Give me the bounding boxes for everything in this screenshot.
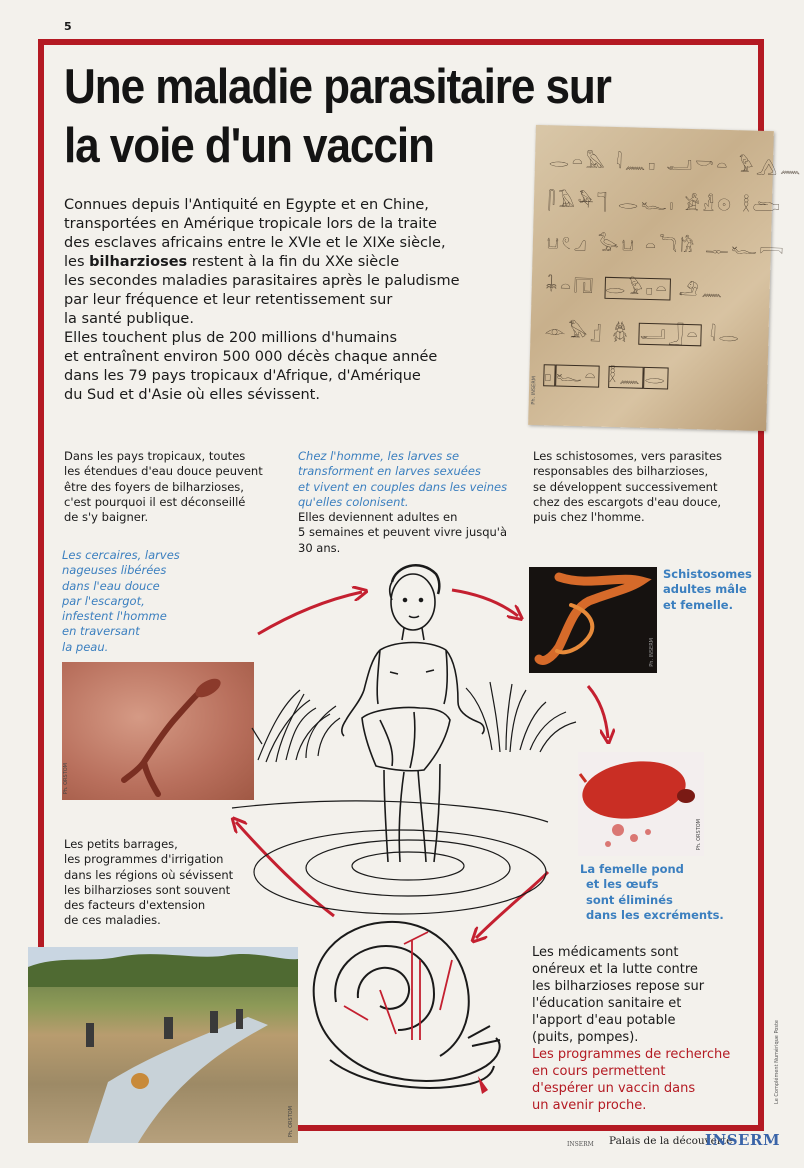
caption-line: transforment en larves sexuées bbox=[298, 464, 481, 479]
intro-line: les secondes maladies parasitaires après le paludisme bbox=[64, 273, 460, 289]
hieroglyph-row: 𓇓𓏏𓉔 𓂋𓅱𓊪𓏏 𓄂𓈖 bbox=[545, 276, 726, 301]
bilharzioses-term: bilharzioses bbox=[89, 254, 188, 270]
caption-line: en cours permettent bbox=[532, 1064, 666, 1079]
intro-line: dans les 79 pays tropicaux d'Afrique, d'Amérique bbox=[64, 368, 421, 384]
caption-line: adultes mâle bbox=[663, 582, 747, 597]
caption-line: Les médicaments sont bbox=[532, 945, 679, 960]
caption-line: Les schistosomes, vers parasites bbox=[533, 449, 723, 463]
caption-line: responsables des bilharzioses, bbox=[533, 464, 709, 479]
photo-credit: Ph. ORSTOM bbox=[288, 1105, 294, 1137]
intro-fragment: restent à la fin du XXe siècle bbox=[187, 254, 400, 270]
caption-line: et femelle. bbox=[663, 597, 733, 612]
intro-line: Elles touchent plus de 200 millions d'humains bbox=[64, 330, 398, 346]
grass-left bbox=[252, 690, 340, 762]
caption-line: Les petits barrages, bbox=[64, 837, 178, 851]
caption-line: qu'elles colonisent. bbox=[298, 494, 409, 509]
caption-line: l'apport d'eau potable bbox=[532, 1013, 676, 1028]
cycle-arrow bbox=[476, 872, 548, 938]
caption-line: dans les régions où sévissent bbox=[64, 867, 234, 882]
footer-inserm-logo: INSERM bbox=[705, 1131, 781, 1149]
caption-line: d'espérer un vaccin dans bbox=[532, 1081, 696, 1096]
cycle-arrow bbox=[236, 822, 334, 916]
caption-line: se développent successivement bbox=[533, 479, 718, 494]
intro-line: par leur fréquence et leur retentissement sur bbox=[64, 292, 393, 308]
caption-line: dans les excréments. bbox=[586, 907, 724, 922]
intro-line: des esclaves africains entre le XVIe et le XIXe siècle, bbox=[64, 235, 446, 251]
caption-line: onéreux et la lutte contre bbox=[532, 962, 698, 977]
footer-code: INSERM bbox=[567, 1141, 594, 1148]
caption-line: La femelle pond bbox=[580, 862, 684, 876]
caption-line: de ces maladies. bbox=[64, 913, 161, 928]
caption-line: et vivent en couples dans les veines bbox=[298, 479, 508, 494]
photo-credit: Ph. INSERM bbox=[530, 376, 538, 406]
caption-line: infestent l'homme bbox=[62, 609, 167, 624]
hieroglyph-row: 𓁹𓅃𓊨 𓆣 𓂝𓃀𓏏 𓇋𓂋 bbox=[544, 321, 743, 347]
intro-fragment: les bbox=[64, 254, 90, 270]
boy-drawing bbox=[342, 565, 484, 862]
caption-line: chez des escargots d'eau douce, bbox=[533, 494, 722, 509]
caption-line: Schistosomes bbox=[663, 567, 752, 581]
caption-line: Elles deviennent adultes en bbox=[298, 510, 458, 525]
caption-line: Dans les pays tropicaux, toutes bbox=[64, 449, 246, 463]
caption-line: Chez l'homme, les larves se bbox=[298, 449, 460, 463]
caption-line: Les programmes de recherche bbox=[532, 1047, 731, 1062]
photo-credit: Ph. ORSTOM bbox=[696, 818, 702, 850]
footer-palais: Palais de la découverte bbox=[609, 1135, 733, 1147]
page-number: 5 bbox=[64, 20, 72, 33]
cycle-arrow bbox=[588, 686, 608, 738]
caption-line: nageuses libérées bbox=[62, 563, 167, 578]
caption-line: par l'escargot, bbox=[62, 593, 145, 608]
hieroglyph-row: 𓂓𓏲𓈎 𓅭𓂓 𓏏𓆓𓀗 𓊃𓆑𓇯 bbox=[546, 233, 787, 260]
caption-line: un avenir proche. bbox=[532, 1098, 647, 1113]
caption-line: de s'y baigner. bbox=[64, 510, 149, 525]
caption-line: la peau. bbox=[62, 639, 109, 654]
caption-line: être des foyers de bilharzioses, bbox=[64, 479, 244, 494]
caption-line: dans l'eau douce bbox=[62, 578, 160, 593]
title-line-1: Une maladie parasitaire sur bbox=[64, 60, 611, 114]
grass-right bbox=[466, 682, 576, 752]
caption-line: Les cercaires, larves bbox=[62, 548, 180, 562]
footer-side-note: Le Complément Numérique Poste bbox=[774, 1020, 780, 1104]
intro-line: Connues depuis l'Antiquité en Egypte et en Chine, bbox=[64, 197, 429, 213]
water-ripples bbox=[232, 801, 548, 914]
caption-line: 30 ans. bbox=[298, 540, 341, 555]
hieroglyph-row: 𓂋𓏏𓅓 𓇋𓈖𓊪 𓂝𓎡𓏏 𓅱𓂻𓈖 bbox=[548, 151, 804, 178]
caption-line: (puits, pompes). bbox=[532, 1030, 639, 1045]
cycle-arrow bbox=[258, 592, 362, 634]
intro-line: du Sud et d'Asie où elles sévissent. bbox=[64, 387, 320, 403]
photo-credit: Ph. INSERM bbox=[649, 638, 655, 667]
intro-line: la santé publique. bbox=[64, 311, 194, 327]
caption-line: 5 semaines et peuvent vivre jusqu'à bbox=[298, 525, 508, 540]
caption-line: sont éliminés bbox=[586, 892, 673, 907]
title-line-2: la voie d'un vaccin bbox=[64, 119, 434, 173]
caption-line: des facteurs d'extension bbox=[64, 898, 206, 913]
caption-line: c'est pourquoi il est déconseillé bbox=[64, 494, 246, 509]
snail-cross-section bbox=[314, 922, 500, 1088]
caption-line: les bilharzioses repose sur bbox=[532, 979, 705, 994]
cycle-arrow bbox=[452, 590, 518, 616]
hieroglyph-row: 𓊪𓆑𓏏 𓎛𓈖𓂋 bbox=[544, 365, 668, 389]
caption-line: les bilharzioses sont souvent bbox=[64, 882, 231, 897]
intro-line: et entraînent environ 500 000 décès chaque année bbox=[64, 349, 438, 365]
caption-line: en traversant bbox=[62, 624, 140, 639]
caption-line: les programmes d'irrigation bbox=[64, 852, 224, 867]
caption-line: l'éducation sanitaire et bbox=[532, 996, 682, 1011]
caption-line: puis chez l'homme. bbox=[533, 510, 645, 525]
photo-credit: Ph. ORSTOM bbox=[63, 762, 69, 794]
intro-line: transportées en Amérique tropicale lors de la traite bbox=[64, 216, 437, 232]
caption-line: et les œufs bbox=[586, 877, 659, 892]
hieroglyph-row: 𓋴𓄿𓅆𓊹 𓂋𓆑𓏤 𓀀𓁐𓇳 𓎛𓂧 bbox=[547, 191, 783, 218]
caption-line: les étendues d'eau douce peuvent bbox=[64, 464, 263, 479]
